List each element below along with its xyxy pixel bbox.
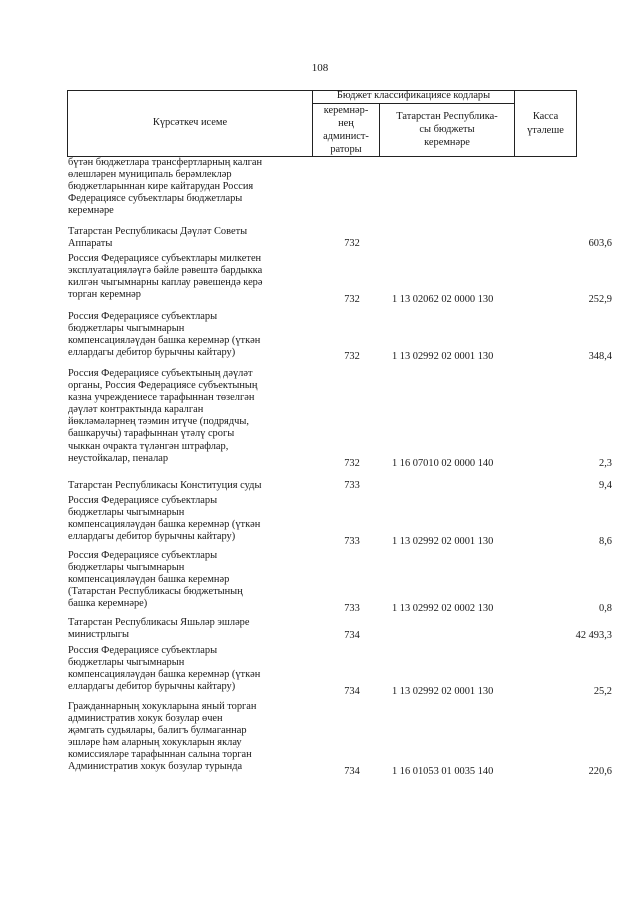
row-description: Гражданнарның хокукларына яный торган административ хокук бозулар өчен җәмгать судьялары, балигъ булмаганнар эшләре һәм аларның хокукларын яклау комиссияләре тарафыннан салына торган Административ хокук бозулар турында — [68, 701, 257, 773]
row-amount: 2,3 — [599, 458, 612, 469]
row-revenue-code: 1 13 02992 02 0001 130 — [392, 536, 494, 547]
row-admin-code: 734 — [344, 686, 360, 697]
row-revenue-code: 1 13 02062 02 0000 130 — [392, 294, 494, 305]
row-admin-code: 734 — [344, 766, 360, 777]
row-amount: 25,2 — [593, 686, 612, 697]
row-revenue-code: 1 13 02992 02 0001 130 — [392, 351, 494, 362]
header-admin-label: керемнәр- нең админист- раторы — [323, 105, 369, 155]
row-amount: 9,4 — [599, 480, 612, 491]
row-admin-code: 733 — [344, 603, 360, 614]
row-admin-code: 732 — [344, 351, 360, 362]
row-amount: 252,9 — [588, 294, 612, 305]
row-amount: 220,6 — [588, 766, 612, 777]
header-name-label: Күрсәткеч исеме — [152, 117, 228, 128]
row-amount: 8,6 — [599, 536, 612, 547]
row-description: Татарстан Республикасы Дәүләт Советы Аппараты — [68, 226, 248, 250]
row-description: бүтән бюджетлара трансфертларның калган өлешләрен муниципаль берәмлекләр бюджетларыннан кире кайтарудан Россия Федерациясе субъектлары бюджетлары керемнәре — [68, 157, 263, 217]
row-admin-code: 733 — [344, 480, 360, 491]
row-amount: 348,4 — [588, 351, 612, 362]
row-description: Россия Федерациясе субъектлары бюджетлары чыгымнарын компенсацияләүдән башка керемнәр (үткән еллардагы дебитор бурычны кайтару) — [68, 495, 261, 543]
row-amount: 42 493,3 — [575, 630, 612, 641]
row-amount: 0,8 — [599, 603, 612, 614]
row-revenue-code: 1 16 07010 02 0000 140 — [392, 458, 494, 469]
row-admin-code: 733 — [344, 536, 360, 547]
row-admin-code: 732 — [344, 238, 360, 249]
row-revenue-code: 1 13 02992 02 0002 130 — [392, 603, 494, 614]
row-revenue-code: 1 16 01053 01 0035 140 — [392, 766, 494, 777]
row-description: Россия Федерациясе субъектлары бюджетлары чыгымнарын компенсацияләүдән башка керемнәр (үткән еллардагы дебитор бурычны кайтару) — [68, 311, 261, 359]
header-revenue-label: Татарстан Республика- сы бюджеты керемнәре — [396, 111, 498, 148]
row-description: Татарстан Республикасы Яшьләр эшләре министрлыгы — [68, 617, 250, 641]
row-description: Татарстан Республикасы Конституция суды — [68, 480, 262, 491]
row-admin-code: 732 — [344, 294, 360, 305]
row-revenue-code: 1 13 02992 02 0001 130 — [392, 686, 494, 697]
row-description: Россия Федерациясе субъектлары милкетен эксплуатацияләүгә бәйле рәвештә бардыкка килгән чыгымнарны каплау рәвешендә керә торган керемнәр — [68, 253, 263, 301]
row-description: Россия Федерациясе субъектлары бюджетлары чыгымнарын компенсацияләүдән башка керемнәр (үткән еллардагы дебитор бурычны кайтару) — [68, 645, 261, 693]
row-admin-code: 734 — [344, 630, 360, 641]
header-group-label: Бюджет классификациясе кодлары — [336, 90, 491, 101]
row-description: Россия Федерациясе субъектының дәүләт органы, Россия Федерациясе субъектының казна учреждениесе тарафыннан төзелгән дәүләт контрактында каралган йөкләмәләрнең тәэмин итүче (подрядчы, башкаручы) тарафыннан үтәлү срогы чыккан очракта түләнгән штрафлар, неустойкалар, пеналар — [68, 368, 258, 464]
header-cash-label: Касса үтәлеше — [527, 111, 564, 136]
row-admin-code: 732 — [344, 458, 360, 469]
page-number: 108 — [311, 62, 329, 74]
row-description: Россия Федерациясе субъектлары бюджетлары чыгымнарын компенсацияләүдән башка керемнәр (Татарстан Республикасы бюджетының башка керемнәре) — [68, 550, 243, 610]
row-amount: 603,6 — [588, 238, 612, 249]
